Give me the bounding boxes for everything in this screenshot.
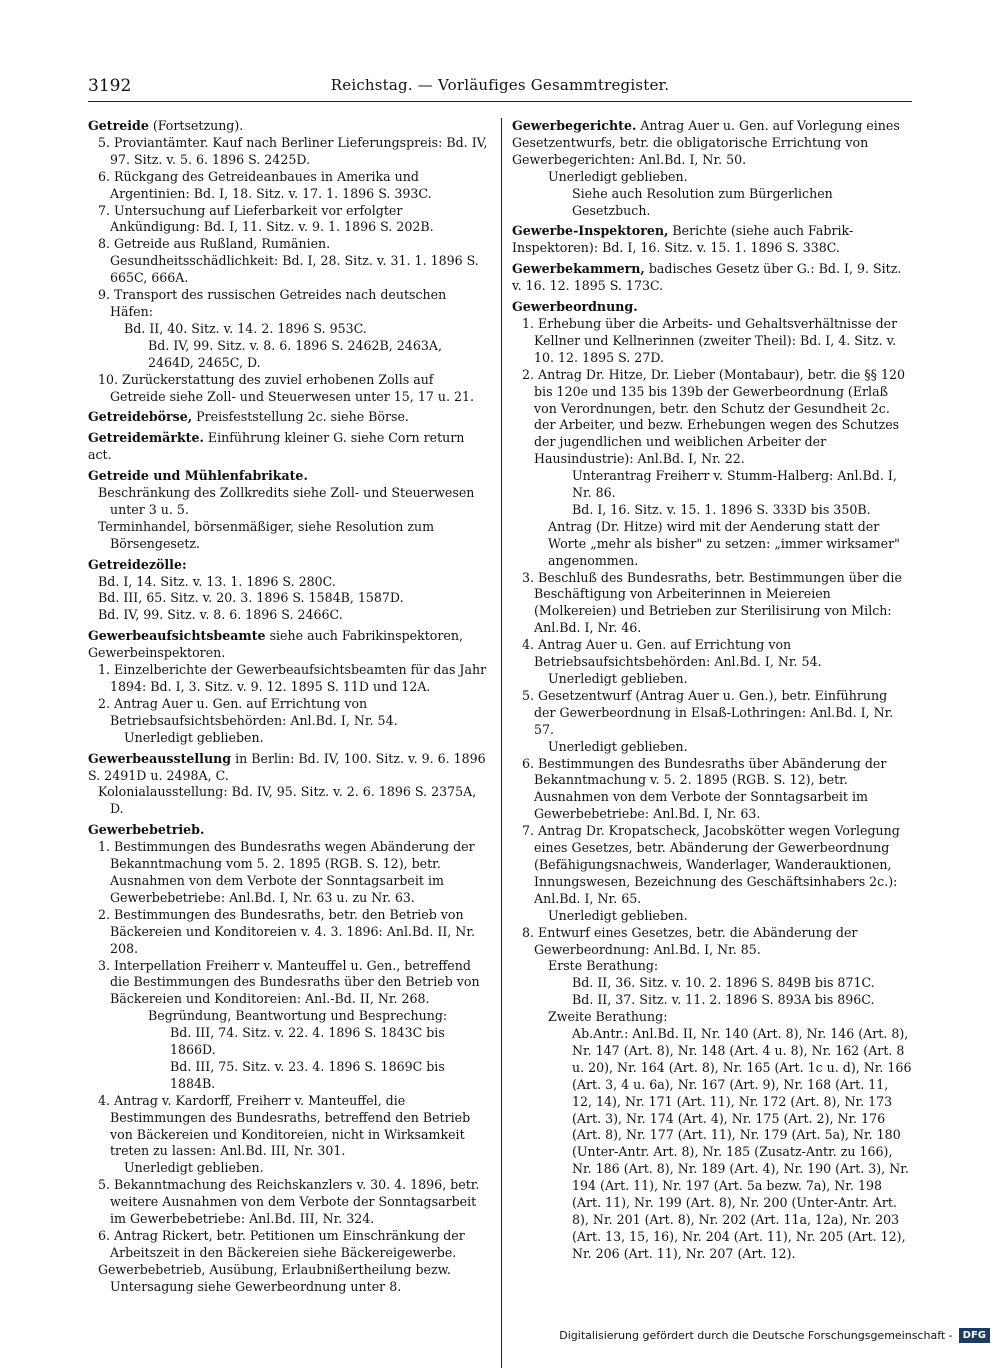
entry-line: Gewerbebetrieb, Ausübung, Erlaubnißertheilung bezw. Untersagung siehe Gewerbeordnung unter 8. — [98, 1261, 451, 1294]
entry-line: 3. Beschluß des Bundesraths, betr. Bestimmungen über die Beschäftigung von Arbeiterinnen in Meiereien (Molkereien) und Betrieben zur Sterilisirung von Milch: Anl.Bd. I, Nr. 46. — [522, 569, 902, 636]
entry-line: 1. Einzelberichte der Gewerbeaufsichtsbeamten für das Jahr 1894: Bd. I, 3. Sitz. v. 9. 12. 1895 S. 11D und 12A. — [98, 662, 487, 694]
entry-line: Bd. IV, 99. Sitz. v. 8. 6. 1896 S. 2466C. — [98, 607, 343, 623]
entry-line: Unerledigt geblieben. — [124, 1160, 264, 1176]
entry-line: Bd. I, 14. Sitz. v. 13. 1. 1896 S. 280C. — [98, 573, 336, 589]
entry-line: Zweite Berathung: — [548, 1009, 668, 1025]
entry-text: Antrag Auer u. Gen. auf Vorlegung eines Gesetzentwurfs, betr. die obligatorische Errichtung von Gewerbegerichten: Anl.Bd. I, Nr. 50. — [512, 118, 900, 167]
entry-line: 5. Gesetzentwurf (Antrag Auer u. Gen.), betr. Einführung der Gewerbeordnung in Elsaß-Lothringen: Anl.Bd. I, Nr. 57. — [522, 687, 894, 737]
entry-line: 6. Antrag Rickert, betr. Petitionen um Einschränkung der Arbeitszeit in den Bäckereien siehe Bäckereigewerbe. — [98, 1228, 465, 1260]
entry-line: Terminhandel, börsenmäßiger, siehe Resolution zum Börsengesetz. — [98, 518, 435, 551]
entry-line: Bd. I, 16. Sitz. v. 15. 1. 1896 S. 333D bis 350B. — [572, 501, 871, 517]
index-entry — [512, 261, 912, 295]
entry-heading: Gewerbegerichte. — [512, 118, 637, 133]
left-column — [88, 118, 490, 1300]
entry-line: Bd. III, 65. Sitz. v. 20. 3. 1896 S. 1584B, 1587D. — [98, 590, 404, 606]
entry-heading: Gewerbekammern, — [512, 261, 645, 277]
entry-line: 5. Proviantämter. Kauf nach Berliner Lieferungspreis: Bd. IV, 97. Sitz. v. 5. 6. 1896 S. 2425D. — [98, 134, 488, 167]
right-column — [512, 118, 912, 1267]
entry-text: Berichte (siehe auch Fabrik-Inspektoren): Bd. I, 16. Sitz. v. 15. 1. 1896 S. 338C. — [512, 223, 854, 256]
entry-line: Kolonialausstellung: Bd. IV, 95. Sitz. v. 2. 6. 1896 S. 2375A, D. — [98, 784, 477, 817]
entry-heading: Getreide — [88, 118, 149, 133]
entry-heading: Gewerbe-Inspektoren, — [512, 223, 669, 239]
entry-line: Unterantrag Freiherr v. Stumm-Halberg: Anl.Bd. I, Nr. 86. — [572, 468, 897, 501]
footer — [559, 1328, 990, 1343]
entry-line: Antrag (Dr. Hitze) wird mit der Aenderung statt der Worte „mehr als bisher" zu setzen: „immer wirksamer" angenommen. — [548, 518, 900, 568]
entry-line: 8. Getreide aus Rußland, Rumänien. Gesundheitsschädlichkeit: Bd. I, 28. Sitz. v. 31. 1. 1896 S. 665C, 666A. — [98, 236, 479, 286]
entry-line: 7. Antrag Dr. Kropatscheck, Jacobskötter wegen Vorlegung eines Gesetzes, betr. Abänderung der Gewerbeordnung (Befähigungsnachweis, Wanderlager, Wanderauktionen, Innungswesen, Bezeichnung des Geschäftsinhabers 2c.): Anl.Bd. I, Nr. 65. — [522, 823, 900, 906]
entry-line: Erste Berathung: — [548, 958, 659, 974]
entry-line: 6. Rückgang des Getreideanbaues in Amerika und Argentinien: Bd. I, 18. Sitz. v. 17. 1. 1896 S. 393C. — [98, 168, 432, 201]
entry-line: Bd. IV, 99. Sitz. v. 8. 6. 1896 S. 2462B, 2463A, 2464D, 2465C, D. — [148, 337, 442, 370]
page-header — [88, 76, 912, 100]
dfg-logo: DFG — [959, 1328, 990, 1343]
index-entry — [88, 118, 490, 405]
entry-heading: Getreide und Mühlenfabrikate. — [88, 468, 308, 484]
entry-line: Bd. II, 36. Sitz. v. 10. 2. 1896 S. 849B bis 871C. — [572, 975, 875, 991]
entry-line: 3. Interpellation Freiherr v. Manteuffel u. Gen., betreffend die Bestimmungen des Bundesraths über den Betrieb von Bäckereien und Konditoreien: Anl.-Bd. II, Nr. 268. — [98, 957, 480, 1007]
entry-line: Bd. III, 75. Sitz. v. 23. 4. 1896 S. 1869C bis 1884B. — [170, 1058, 445, 1091]
entry-line: Unerledigt geblieben. — [548, 907, 688, 923]
entry-heading: Getreidemärkte. — [88, 430, 204, 446]
index-entry — [512, 118, 912, 219]
entry-line: 9. Transport des russischen Getreides nach deutschen Häfen: — [98, 287, 447, 319]
header-rule — [88, 101, 912, 102]
entry-heading: Gewerbebetrieb. — [88, 822, 205, 838]
index-entry — [512, 223, 912, 257]
index-entry — [88, 557, 490, 625]
entry-heading: Gewerbeaufsichtsbeamte — [88, 628, 266, 644]
entry-line: Ab.Antr.: Anl.Bd. II, Nr. 140 (Art. 8), Nr. 146 (Art. 8), Nr. 147 (Art. 8), Nr. 148 (Art. 4 u. 8), Nr. 162 (Art. 8 u. 20), Nr. 164 (Art. 8), Nr. 165 (Art. 1c u. d), Nr. 166 (Art. 3, 4 u. 6a), Nr. 167 (Art. 9), Nr. 168 (Art. 11, 12, 14), Nr. 171 (Art. 11), Nr. 172 (Art. 8), Nr. 173 (Art. 3), Nr. 174 (Art. 4), Nr. 175 (Art. 2), Nr. 176 (Art. 8), Nr. 177 (Art. 11), Nr. 179 (Art. 5a), Nr. 180 (Unter-Antr. Art. 8), Nr. 185 (Zusatz-Antr. zu 166), Nr. 186 (Art. 8), Nr. 189 (Art. 4), Nr. 190 (Art. 3), Nr. 194 (Art. 11), Nr. 197 (Art. 5a bezw. 7a), Nr. 198 (Art. 11), Nr. 199 (Art. 8), Nr. 200 (Unter-Antr. Art. 8), Nr. 201 (Art. 8), Nr. 202 (Art. 11a, 12a), Nr. 203 (Art. 13, 15, 16), Nr. 204 (Art. 11), Nr. 205 (Art. 12), Nr. 206 (Art. 11), Nr. 207 (Art. 12). — [572, 1026, 912, 1261]
index-entry — [88, 409, 490, 426]
entry-heading: Getreidezölle: — [88, 556, 187, 572]
entry-line: Bd. III, 74. Sitz. v. 22. 4. 1896 S. 1843C bis 1866D. — [170, 1025, 445, 1058]
index-entry — [88, 628, 490, 746]
entry-line: Unerledigt geblieben. — [124, 729, 264, 745]
entry-line: 5. Bekanntmachung des Reichskanzlers v. 30. 4. 1896, betr. weitere Ausnahmen von dem Verbote der Sonntagsarbeit im Gewerbebetriebe: Anl.Bd. III, Nr. 324. — [98, 1177, 480, 1227]
column-divider — [501, 118, 502, 1368]
entry-line: Siehe auch Resolution zum Bürgerlichen Gesetzbuch. — [572, 185, 833, 218]
entry-line: 2. Antrag Auer u. Gen. auf Errichtung von Betriebsaufsichtsbehörden: Anl.Bd. I, Nr. 54. — [98, 695, 398, 728]
footer-text: Digitalisierung gefördert durch die Deutsche Forschungsgemeinschaft - — [559, 1329, 953, 1342]
entry-line: 4. Antrag v. Kardorff, Freiherr v. Manteuffel, die Bestimmungen des Bundesraths, betreffend den Betrieb von Bäckereien und Konditoreien, nicht in Wirksamkeit treten zu lassen: Anl.Bd. III, Nr. 301. — [98, 1092, 471, 1159]
entry-text: in Berlin: Bd. IV, 100. Sitz. v. 9. 6. 1896 S. 2491D u. 2498A, C. — [88, 750, 486, 783]
entry-line: Unerledigt geblieben. — [548, 738, 688, 754]
entry-text: Einführung kleiner G. siehe Corn return act. — [88, 430, 465, 463]
entry-text: Preisfeststellung 2c. siehe Börse. — [192, 409, 409, 425]
entry-line: 1. Bestimmungen des Bundesraths wegen Abänderung der Bekanntmachung vom 5. 2. 1895 (RGB. S. 12), betr. Ausnahmen von dem Verbote der Sonntagsarbeit im Gewerbebetriebe: Anl.Bd. I, Nr. 63 u. zu Nr. 63. — [98, 839, 475, 905]
entry-heading: Gewerbeausstellung — [88, 750, 232, 766]
entry-line: 8. Entwurf eines Gesetzes, betr. die Abänderung der Gewerbeordnung: Anl.Bd. I, Nr. 85. — [522, 924, 858, 957]
entry-line: Bd. II, 37. Sitz. v. 11. 2. 1896 S. 893A bis 896C. — [572, 992, 875, 1008]
entry-line: Begründung, Beantwortung und Besprechung: — [148, 1008, 448, 1024]
entry-text: badisches Gesetz über G.: Bd. I, 9. Sitz. v. 16. 12. 1895 S. 173C. — [512, 261, 902, 294]
index-entry — [88, 468, 490, 553]
index-entry — [88, 430, 490, 464]
index-entry — [88, 822, 490, 1295]
entry-line: 2. Bestimmungen des Bundesraths, betr. den Betrieb von Bäckereien und Konditoreien v. 4. 3. 1896: Anl.Bd. II, Nr. 208. — [98, 906, 475, 956]
entry-text: (Fortsetzung). — [148, 118, 244, 133]
index-entry — [512, 299, 912, 1263]
entry-line: 10. Zurückerstattung des zuviel erhobenen Zolls auf Getreide siehe Zoll- und Steuerwesen unter 15, 17 u. 21. — [98, 371, 474, 404]
page-title: Reichstag. — Vorläufiges Gesammtregister. — [330, 76, 670, 94]
entry-line: Bd. II, 40. Sitz. v. 14. 2. 1896 S. 953C. — [124, 320, 367, 336]
entry-text: siehe auch Fabrikinspektoren, Gewerbeinspektoren. — [88, 628, 463, 661]
entry-line: 1. Erhebung über die Arbeits- und Gehaltsverhältnisse der Kellner und Kellnerinnen (zweiter Theil): Bd. I, 4. Sitz. v. 10. 12. 1895 S. 27D. — [522, 315, 898, 365]
entry-heading: Getreidebörse, — [88, 409, 193, 425]
entry-line: 6. Bestimmungen des Bundesraths über Abänderung der Bekanntmachung v. 5. 2. 1895 (RGB. S. 12), betr. Ausnahmen von dem Verbote der Sonntagsarbeit im Gewerbebetriebe: Anl.Bd. I, Nr. 63. — [522, 755, 887, 822]
index-entry — [88, 751, 490, 819]
entry-line: 2. Antrag Dr. Hitze, Dr. Lieber (Montabaur), betr. die §§ 120 bis 120e und 135 bis 139b der Gewerbeordnung (Erlaß von Verordnungen, betr. den Schutz der Gesundheit 2c. der Arbeiter, und bezw. Erhebungen wegen des Schutzes der jugendlichen und weiblichen Arbeiter der Hausindustrie): Anl.Bd. I, Nr. 22. — [522, 366, 905, 467]
entry-line: Unerledigt geblieben. — [548, 168, 688, 184]
page-number: 3192 — [88, 76, 132, 96]
entry-line: Beschränkung des Zollkredits siehe Zoll- und Steuerwesen unter 3 u. 5. — [98, 485, 475, 517]
entry-line: 7. Untersuchung auf Lieferbarkeit vor erfolgter Ankündigung: Bd. I, 11. Sitz. v. 9. 1. 1896 S. 202B. — [98, 202, 434, 235]
entry-heading: Gewerbeordnung. — [512, 299, 638, 315]
entry-line: Unerledigt geblieben. — [548, 671, 688, 686]
entry-line: 4. Antrag Auer u. Gen. auf Errichtung von Betriebsaufsichtsbehörden: Anl.Bd. I, Nr. 54. — [522, 637, 822, 670]
